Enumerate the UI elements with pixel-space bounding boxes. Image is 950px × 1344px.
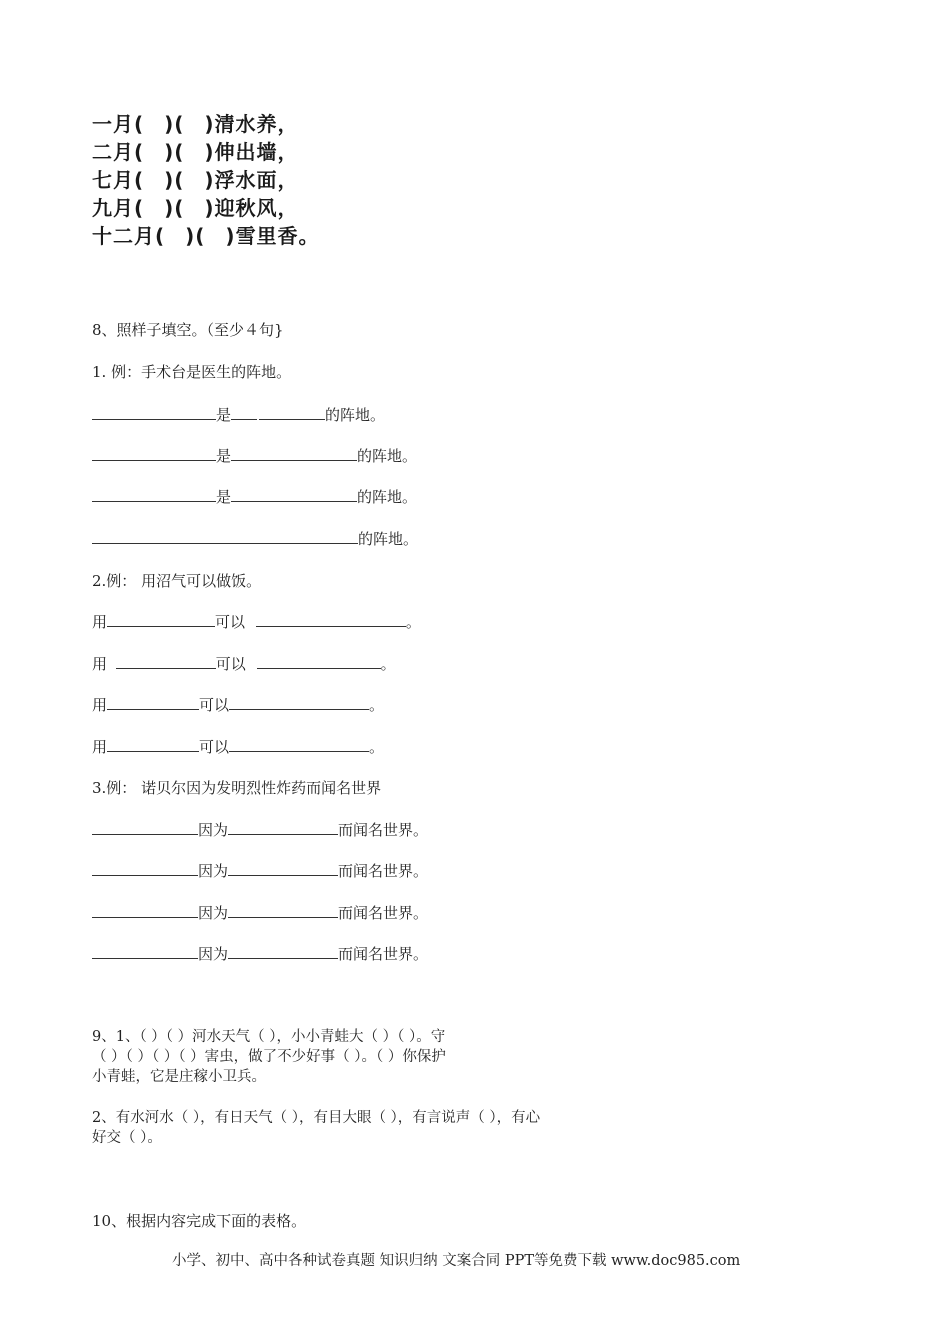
q8-fill-row: 因为 而闻名世界。	[92, 944, 428, 964]
blank[interactable]	[232, 529, 358, 544]
blank[interactable]	[92, 529, 232, 544]
page-footer: 小学、初中、高中各种试卷真题 知识归纳 文案合同 PPT等免费下载 www.doc985.com	[172, 1253, 741, 1269]
blank[interactable]	[231, 487, 357, 502]
q9-line-3: 小青蛙，它是庄稼小卫兵。	[92, 1069, 266, 1085]
blank[interactable]	[231, 405, 257, 420]
q8-fill-row: 因为 而闻名世界。	[92, 820, 428, 840]
blank[interactable]	[259, 405, 325, 420]
q8-fill-row: 是 的阵地。	[92, 405, 385, 425]
blank[interactable]	[228, 944, 338, 959]
blank[interactable]	[107, 612, 215, 627]
poem-line: 九月( )( )迎秋风，	[92, 196, 299, 220]
q8-example-2: 2.例： 用沼气可以做饭。	[92, 572, 262, 590]
q9-line-5: 好交（ ）。	[92, 1130, 162, 1146]
q8-fill-row: 用 可以 。	[92, 655, 396, 673]
q8-fill-row: 因为 而闻名世界。	[92, 861, 428, 881]
blank[interactable]	[92, 405, 216, 420]
q8-fill-row: 用 可以 。	[92, 613, 421, 631]
q10-title: 10、根据内容完成下面的表格。	[92, 1212, 307, 1230]
blank[interactable]	[92, 487, 216, 502]
poem-line: 一月( )( )清水养，	[92, 112, 299, 136]
blank[interactable]	[228, 820, 338, 835]
blank[interactable]	[92, 446, 216, 461]
blank[interactable]	[229, 737, 369, 752]
poem-image	[92, 108, 352, 253]
blank[interactable]	[92, 903, 198, 918]
blank[interactable]	[92, 861, 198, 876]
q8-example-3: 3.例： 诺贝尔因为发明烈性炸药而闻名世界	[92, 779, 382, 797]
q8-fill-row: 的阵地。	[92, 529, 418, 549]
q8-fill-row: 用 可以 。	[92, 738, 385, 756]
q8-fill-row: 是 的阵地。	[92, 446, 417, 466]
blank[interactable]	[116, 654, 216, 669]
poem-line: 七月( )( )浮水面，	[92, 168, 299, 192]
q8-fill-row: 因为 而闻名世界。	[92, 903, 428, 923]
blank[interactable]	[107, 695, 199, 710]
blank[interactable]	[107, 737, 199, 752]
blank[interactable]	[228, 903, 338, 918]
blank[interactable]	[257, 654, 381, 669]
q8-fill-row: 用 可以 。	[92, 696, 385, 714]
blank[interactable]	[92, 820, 198, 835]
blank[interactable]	[256, 612, 406, 627]
q8-fill-row: 是 的阵地。	[92, 487, 417, 507]
poem-line: 十二月( )( )雪里香。	[92, 224, 320, 248]
blank[interactable]	[231, 446, 357, 461]
q8-title: 8、照样子填空。（至少４句}	[92, 321, 284, 339]
poem-line: 二月( )( )伸出墙，	[92, 140, 299, 164]
q9-line-2: （ ）（ ）（ ）（ ）害虫，做了不少好事（ ）。（ ）你保护	[92, 1049, 446, 1065]
blank[interactable]	[92, 944, 198, 959]
blank[interactable]	[229, 695, 369, 710]
blank[interactable]	[228, 861, 338, 876]
q8-example-1: 1. 例：手术台是医生的阵地。	[92, 363, 292, 381]
q9-line-4: 2、有水河水（ ），有日天气（ ），有目大眼（ ），有言说声（ ），有心	[92, 1110, 541, 1126]
q9-line-1: 9、1、（ ）（ ）河水天气（ ），小小青蛙大（ ）（ ）。守	[92, 1029, 446, 1045]
